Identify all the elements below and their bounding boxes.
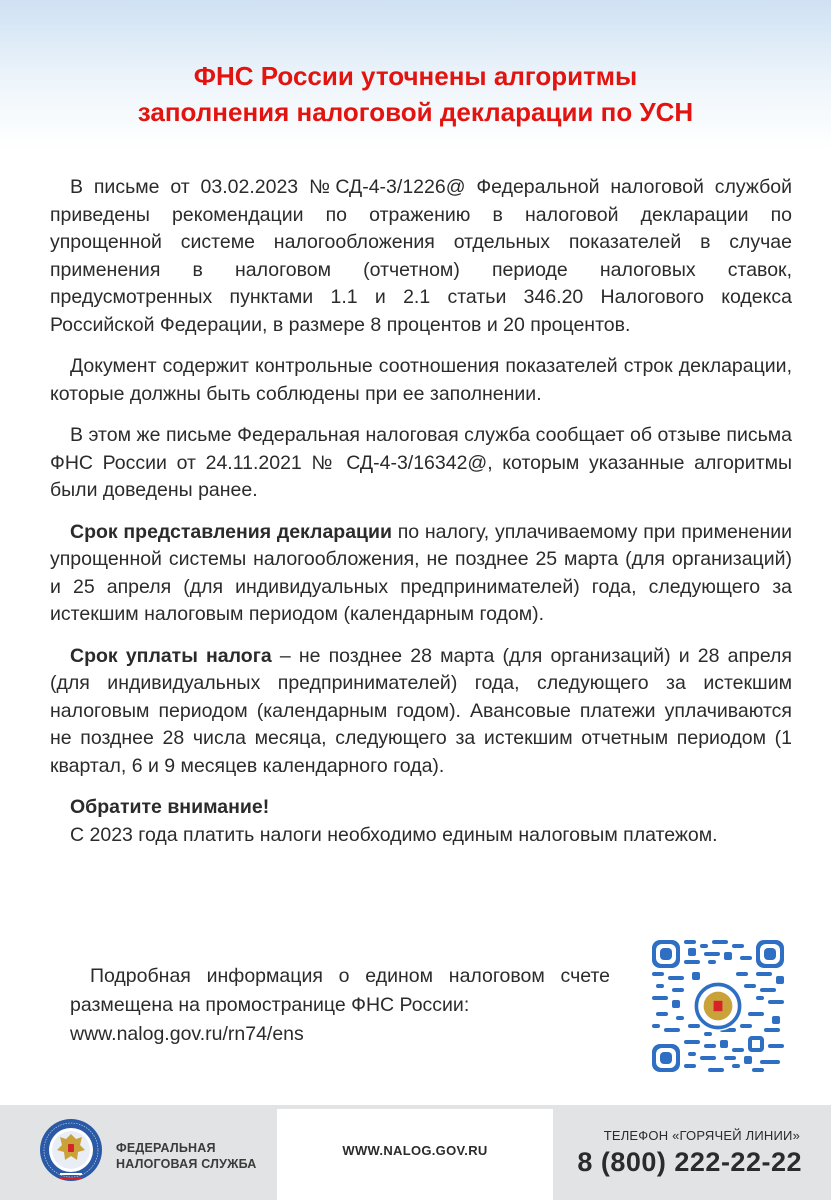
info-url[interactable]: www.nalog.gov.ru/rn74/ens bbox=[70, 1023, 304, 1045]
paragraph-payment-deadline bbox=[50, 643, 792, 781]
info-text: Подробная информация о едином налоговом счете размещена на промостранице ФНС России: bbox=[70, 965, 610, 1016]
paragraph-letter: В письме от 03.02.2023 №СД-4-3/1226@ Федеральной налоговой службой приведены рекомендации по отражению в налоговой декларации по упрощенной системе налогообложения отдельных показателей в случае применения в налоговом (отчетном) периоде налоговых ставок, предусмотренных пунктами 1.1 и 2.1 статьи 346.20 Налогового кодекса Российской Федерации, в размере 8 процентов и 20 процентов. bbox=[50, 176, 792, 336]
paragraph-filing-deadline bbox=[50, 519, 792, 629]
info-block bbox=[70, 962, 610, 1049]
organization-name bbox=[116, 1140, 257, 1172]
hotline-phone[interactable]: 8 (800) 222-22-22 bbox=[577, 1147, 802, 1177]
attention-note bbox=[50, 794, 792, 849]
hotline-label: ТЕЛЕФОН «ГОРЯЧЕЙ ЛИНИИ» bbox=[603, 1128, 800, 1143]
qr-code-icon[interactable] bbox=[652, 940, 784, 1072]
filing-deadline-label: Срок представления декларации bbox=[70, 520, 393, 543]
paragraph-document: Документ содержит контрольные соотношения показателей строк декларации, которые должны быть соблюдены при ее заполнении. bbox=[50, 355, 792, 405]
attention-text: С 2023 года платить налоги необходимо единым налоговым платежом. bbox=[70, 823, 718, 846]
article-body bbox=[50, 174, 792, 849]
paragraph-revocation: В этом же письме Федеральная налоговая служба сообщает об отзыве письма ФНС России от 24.11.2021 № СД-4-3/16342@, которым указанные алгоритмы были доведены ранее. bbox=[50, 424, 792, 501]
title-line-2: заполнения налоговой декларации по УСН bbox=[137, 97, 694, 127]
fns-emblem-icon bbox=[38, 1117, 104, 1187]
organization-name-line-2: НАЛОГОВАЯ СЛУЖБА bbox=[116, 1157, 257, 1171]
page-title bbox=[0, 58, 831, 130]
title-line-1: ФНС России уточнены алгоритмы bbox=[193, 61, 638, 91]
attention-title: Обратите внимание! bbox=[70, 796, 270, 818]
website-link[interactable]: WWW.NALOG.GOV.RU bbox=[342, 1143, 488, 1158]
filing-deadline-text: по налогу, уплачиваемому при применении упрощенной системы налогообложения, не позднее 25 марта (для организаций) и 25 апреля (для индивидуальных предпринимателей) года, следующего за истекшим налоговым периодом (календарным годом). bbox=[50, 520, 792, 625]
payment-deadline-label: Срок уплаты налога bbox=[70, 644, 272, 667]
organization-name-line-1: ФЕДЕРАЛЬНАЯ bbox=[116, 1141, 216, 1155]
payment-deadline-text: – не позднее 28 марта (для организаций) и 28 апреля (для индивидуальных предпринимателей) года, следующего за истекшим налоговым периодом (календарным годом). Авансовые платежи уплачиваются не позднее 28 числа месяца, следующего за истекшим отчетным периодом (1 квартал, 6 и 9 месяцев календарного года). bbox=[50, 644, 792, 777]
